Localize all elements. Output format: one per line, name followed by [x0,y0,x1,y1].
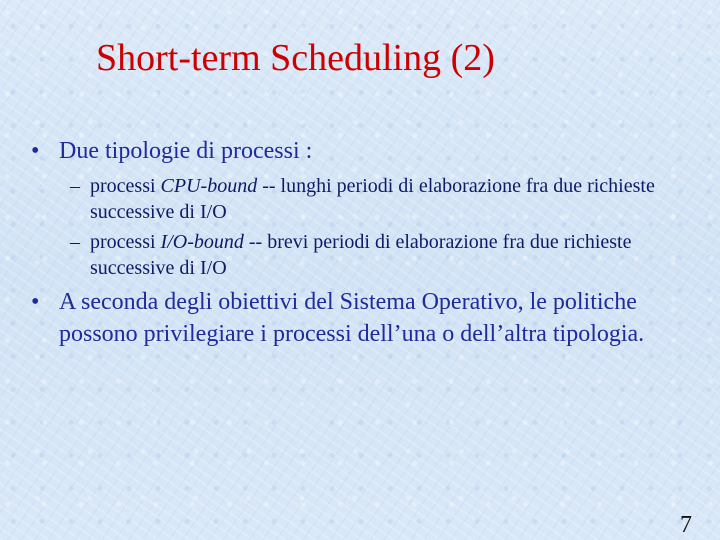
bullet-text: A seconda degli obiettivi del Sistema Operativo, le politiche possono privilegiare i processi dell’una o dell’altra tipologia. [59,289,645,347]
bullet-text: Due tipologie di processi : [59,138,313,164]
sub-bullet-prefix: processi [90,175,161,197]
sub-bullet-term: I/O-bound [160,231,244,253]
page-number: 7 [680,512,692,538]
sub-bullet-text [90,173,690,225]
bullet-item [31,136,691,167]
sub-bullet-item [70,173,690,225]
sub-bullet-marker: – [70,231,80,253]
sub-bullet-rest: -- brevi periodi di elaborazione fra due richieste successive di I/O [90,231,632,279]
bullet-item [31,286,671,350]
slide-title: Short-term Scheduling (2) [96,37,495,79]
sub-bullet-item [70,229,690,281]
sub-bullet-rest: -- lunghi periodi di elaborazione fra due richieste successive di I/O [90,175,655,223]
bullet-marker: • [31,289,40,315]
bullet-marker: • [31,138,40,164]
sub-bullet-term: CPU-bound [160,175,258,197]
sub-bullet-text [90,229,690,281]
sub-bullet-marker: – [70,175,80,197]
sub-bullet-prefix: processi [90,231,161,253]
